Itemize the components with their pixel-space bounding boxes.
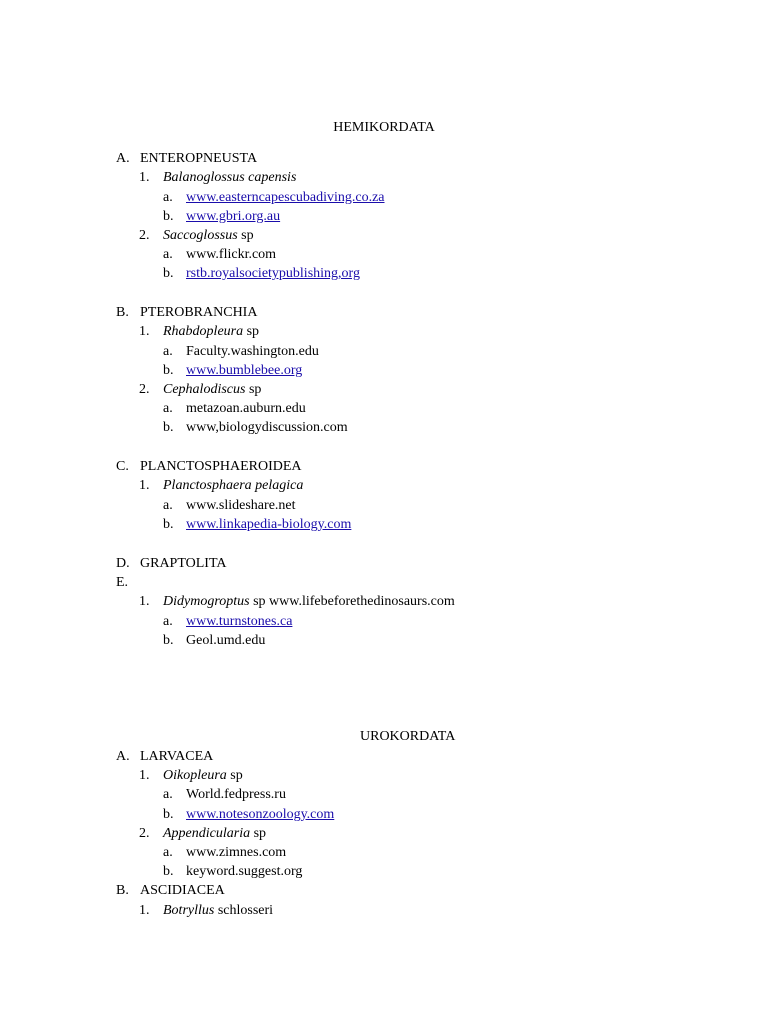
reference-link[interactable]: www.linkapedia-biology.com xyxy=(186,517,352,532)
reference-text: keyword.suggest.org xyxy=(186,864,303,879)
reference-link[interactable]: rstb.royalsocietypublishing,org xyxy=(186,266,360,281)
reference-text: www.zimnes.com xyxy=(186,845,287,860)
reference-text: Faculty.washington.edu xyxy=(186,344,319,359)
document-page: HEMIKORDATA A. ENTEROPNEUSTA 1. Balanoglossus capensis a. www.easterncapescubadiving.co.za b. www.gbri.org.au 2. Saccoglossus sp a. www.flickr.com b. rstb.royalsocietypublishing,org B. PTEROBRANCHIA 1. Rhabdopleura sp a. Faculty.washington.edu b. www.bumblebee.org 2. Cephalodiscus sp a. metazoan.auburn.edu b. www,biologydiscussion.com C. PLANCTOSPHAEROIDEA 1. Planctosphaera pelagica a. www.slideshare.net b. www.linkapedia-biology.com D. GRAPTOLITA E. 1. Didymogroptus sp www.lifebeforethedinosaurs.com a. www.turnstones.ca b. Geol.umd.edu UROKORDATA A. LARVACEA 1. Oikopleura sp a. World.fedpress.ru b. www.notesonzoology.com 2. Appendicularia sp a. www.zimnes.com b. keyword.suggest.org B. ASCIDIACEA 1. Botryllus schlosseri xyxy=(0,0,768,1024)
reference-text: Geol.umd.edu xyxy=(186,633,266,648)
reference-link[interactable]: www.gbri.org.au xyxy=(186,209,281,224)
reference-text: www,biologydiscussion.com xyxy=(186,420,348,435)
reference-text: metazoan.auburn.edu xyxy=(186,401,306,416)
reference-link[interactable]: www.notesonzoology.com xyxy=(186,807,335,822)
reference-link[interactable]: www.turnstones.ca xyxy=(186,614,293,629)
section-title-urokordata: UROKORDATA xyxy=(360,729,456,744)
reference-text: www.flickr.com xyxy=(186,247,277,262)
reference-link[interactable]: www.easterncapescubadiving.co.za xyxy=(186,190,385,205)
section-title-hemikordata: HEMIKORDATA xyxy=(333,120,435,135)
reference-text: World.fedpress.ru xyxy=(186,787,286,802)
reference-text: www.slideshare.net xyxy=(186,498,296,513)
reference-link[interactable]: www.bumblebee.org xyxy=(186,363,303,378)
